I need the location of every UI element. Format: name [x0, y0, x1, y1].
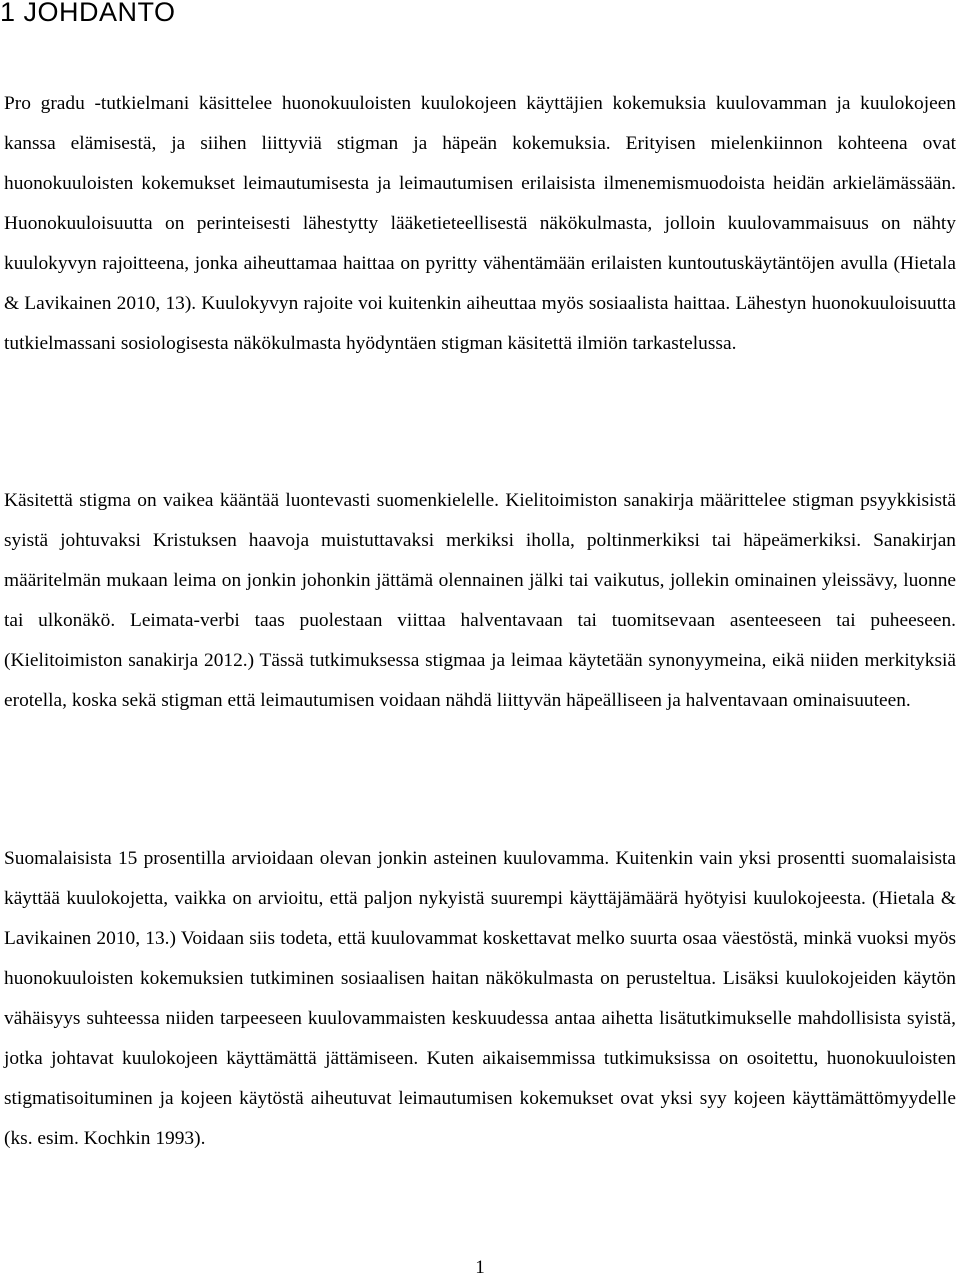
paragraph-statistics: Suomalaisista 15 prosentilla arvioidaan olevan jonkin asteinen kuulovamma. Kuitenkin vain yksi prosentti suomalaisista käyttää kuulokojetta, vaikka on arvioitu, että paljon nykyistä suurempi käyttäjämäärä hyötyisi kuulokojeesta. (Hietala & Lavikainen 2010, 13.) Voidaan siis todeta, että kuulovammat koskettavat melko suurta osaa väestöstä, minkä vuoksi myös huonokuuloisten kokemuksien tutkiminen sosiaalisen haitan näkökulmasta on perusteltua. Lisäksi kuulokojeiden käytön vähäisyys suhteessa niiden tarpeeseen kuulovammaisten keskuudessa antaa aihetta lisätutkimukselle mahdollisista syistä, jotka johtavat kuulokojeen käyttämättä jättämiseen. Kuten aikaisemmissa tutkimuksissa on osoitettu, huonokuuloisten stigmatisoituminen ja kojeen käytöstä aiheutuvat leimautumisen kokemukset ovat yksi syy kojeen käyttämättömyydelle (ks. esim. Kochkin 1993).: [4, 848, 956, 1149]
paragraph-stigma-definition: Käsitettä stigma on vaikea kääntää luontevasti suomenkielelle. Kielitoimiston sanakirja määrittelee stigman psyykkisistä syistä johtuvaksi Kristuksen haavoja muistuttavaksi merkiksi iholla, poltinmerkiksi tai häpeämerkiksi. Sanakirjan määritelmän mukaan leima on jonkin johonkin jättämä olennainen jälki tai vaikutus, jollekin ominainen yleissävy, luonne tai ulkonäkö. Leimata-verbi taas puolestaan viittaa halventavaan tai tuomitsevaan asenteeseen tai puheeseen. (Kielitoimiston sanakirja 2012.) Tässä tutkimuksessa stigmaa ja leimaa käytetään synonyymeina, eikä niiden merkityksiä erotella, koska sekä stigman että leimautumisen voidaan nähdä liittyvän häpeälliseen ja halventavaan ominaisuuteen.: [4, 490, 956, 711]
page-number: 1: [475, 1257, 485, 1278]
paragraph-introduction: Pro gradu -tutkielmani käsittelee huonokuuloisten kuulokojeen käyttäjien kokemuksia kuulovamman ja kuulokojeen kanssa elämisestä, ja siihen liittyviä stigman ja häpeän kokemuksia. Erityisen mielenkiinnon kohteena ovat huonokuuloisten kokemukset leimautumisesta ja leimautumisen erilaisista ilmenemismuodoista heidän arkielämässään. Huonokuuloisuutta on perinteisesti lähestytty lääketieteellisestä näkökulmasta, jolloin kuulovammaisuus on nähty kuulokyvyn rajoitteena, jonka aiheuttamaa haittaa on pyritty vähentämään erilaisten kuntoutuskäytäntöjen avulla (Hietala & Lavikainen 2010, 13). Kuulokyvyn rajoite voi kuitenkin aiheuttaa myös sosiaalista haittaa. Lähestyn huonokuuloisuutta tutkielmassani sosiologisesta näkökulmasta hyödyntäen stigman käsitettä ilmiön tarkastelussa.: [4, 93, 956, 354]
chapter-heading: 1 JOHDANTO: [0, 0, 176, 27]
